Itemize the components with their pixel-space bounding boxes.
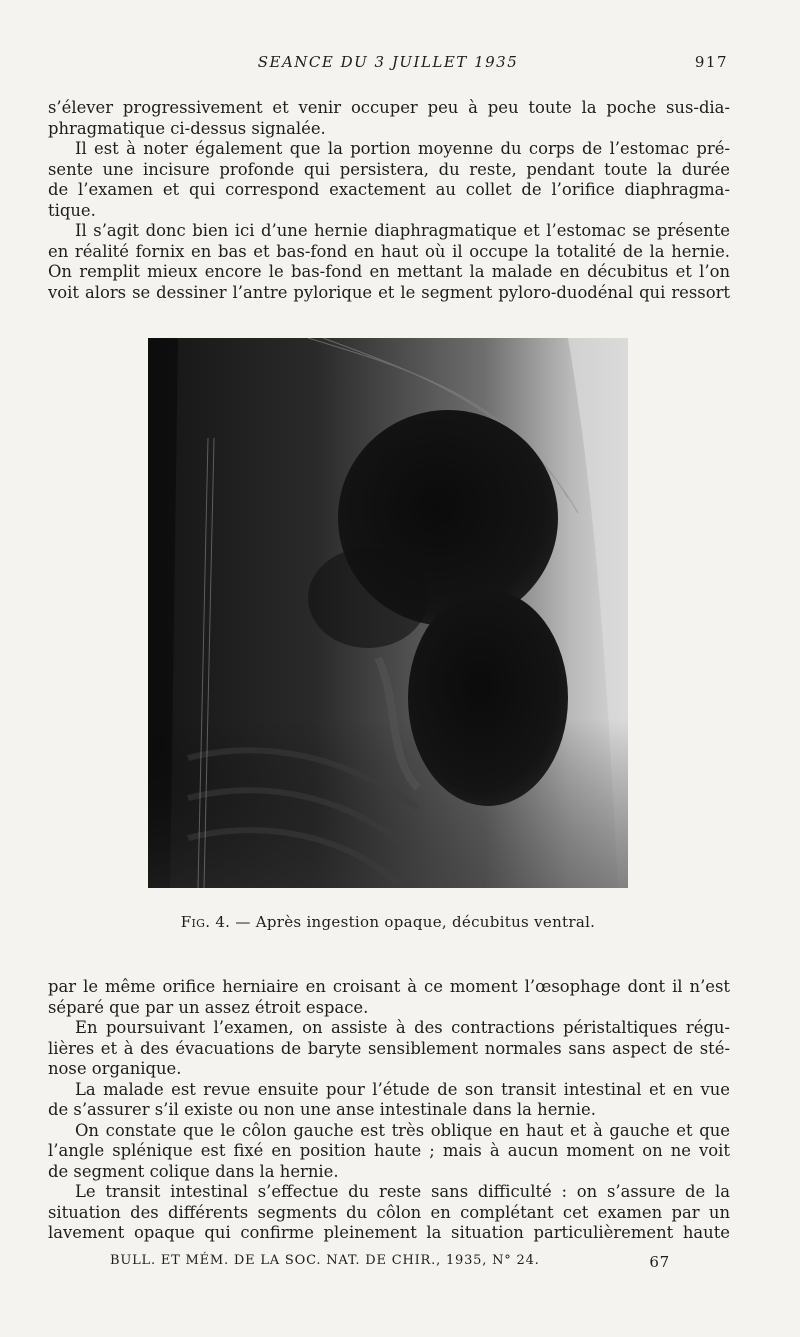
figure-caption-text: — Après ingestion opaque, décubitus ventral. [230,913,596,931]
text-line: Il s’agit donc bien ici d’une hernie diaphragmatique et l’estomac se présente [75,221,730,240]
text-line: On remplit mieux encore le bas-fond en mettant la malade en décubitus et l’on [48,262,730,281]
text-line: l’angle splénique est fixé en position haute ; mais à aucun moment on ne voit [48,1141,730,1160]
text-line: En poursuivant l’examen, on assiste à des contractions péristaltiques régu- [75,1018,730,1037]
text-line: Le transit intestinal s’effectue du reste sans difficulté : on s’assure de la [75,1182,730,1201]
page-number: 917 [694,53,728,71]
text-line: voit alors se dessiner l’antre pylorique et le segment pyloro-duodénal qui ressort [48,282,730,302]
text-line: lavement opaque qui confirme pleinement la situation particulièrement haute [48,1223,730,1242]
text-line: s’élever progressivement et venir occuper peu à peu toute la poche sus-dia- [48,98,730,117]
text-line: situation des différents segments du côlon en complétant cet examen par un [48,1202,730,1222]
text-line: phragmatique ci-dessus signalée. [48,118,326,138]
xray-figure [148,338,628,888]
text-line: tique. [48,200,96,220]
text-line: séparé que par un assez étroit espace. [48,997,369,1017]
page-footer [110,1253,670,1273]
text-line: sente une incisure profonde qui persistera, du reste, pendant toute la durée [48,159,730,179]
text-block-bottom [48,977,730,1244]
sheet-number: 67 [649,1253,670,1271]
running-header [48,53,728,75]
text-block-top [48,98,730,303]
figure-caption [148,913,628,931]
text-line: On constate que le côlon gauche est très oblique en haut et à gauche et que [75,1120,730,1140]
text-line: de s’assurer s’il existe ou non une anse intestinale dans la hernie. [48,1100,596,1119]
text-line: par le même orifice herniaire en croisant à ce moment l’œsophage dont il n’est [48,977,730,996]
text-line: nose organique. [48,1059,182,1078]
text-line: Il est à noter également que la portion moyenne du corps de l’estomac pré- [75,139,730,158]
text-line: La malade est revue ensuite pour l’étude de son transit intestinal et en vue [75,1079,730,1099]
text-line: lières et à des évacuations de baryte sensiblement normales sans aspect de sté- [48,1038,730,1058]
running-title: SEANCE DU 3 JUILLET 1935 [257,53,519,71]
text-line: de l’examen et qui correspond exactement au collet de l’orifice diaphragma- [48,180,730,199]
text-line: en réalité fornix en bas et bas-fond en haut où il occupe la totalité de la hernie. [48,241,730,261]
journal-citation: BULL. ET MÉM. DE LA SOC. NAT. DE CHIR., 1935, N° 24. [110,1253,540,1268]
figure-label: Fig. 4. [180,913,231,931]
xray-image [148,338,628,888]
text-line: de segment colique dans la hernie. [48,1161,339,1181]
